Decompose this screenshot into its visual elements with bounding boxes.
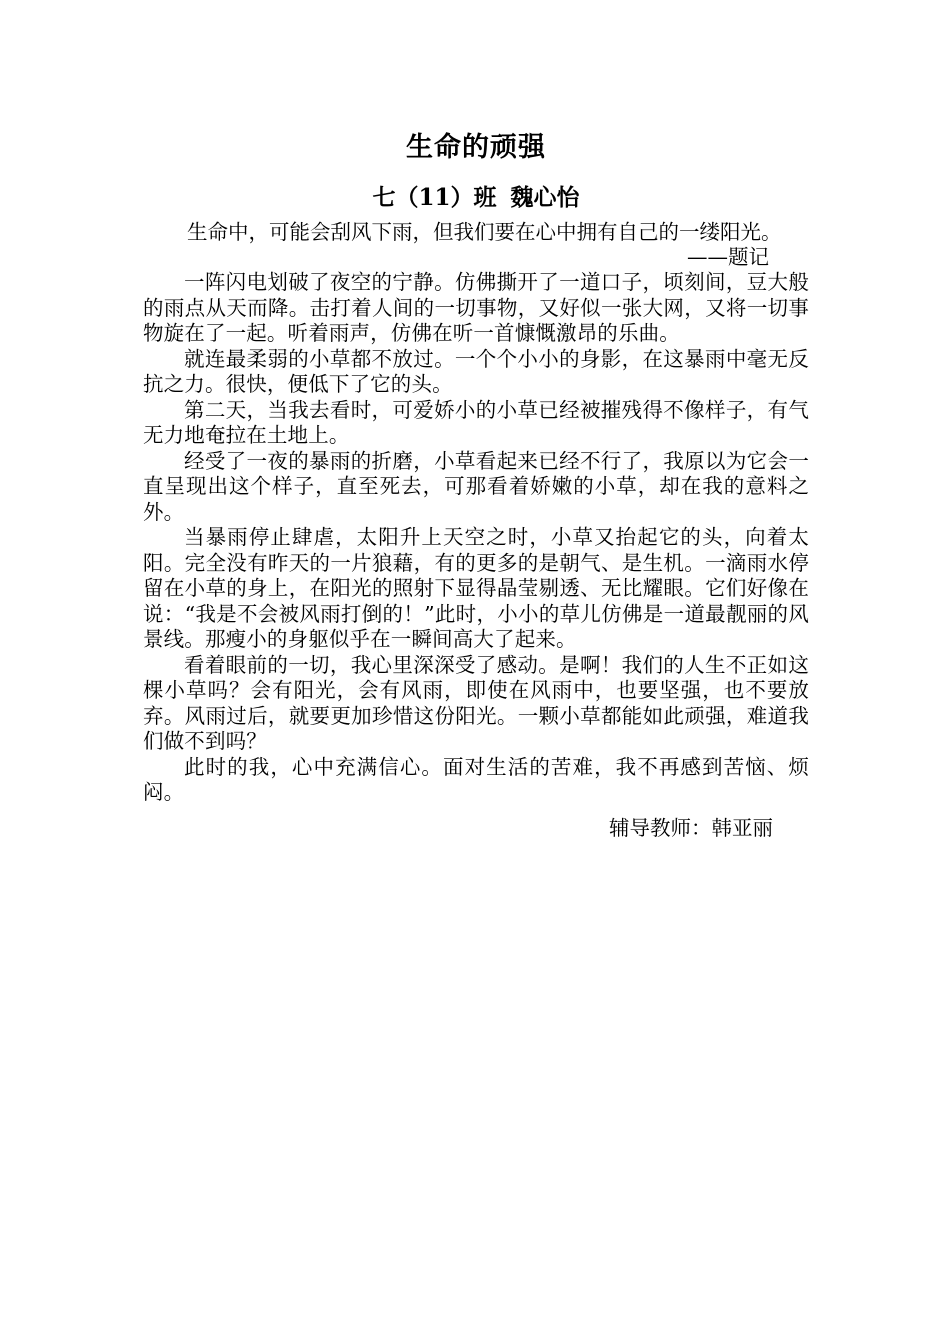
paragraph: 经受了一夜的暴雨的折磨，小草看起来已经不行了，我原以为它会一直呈现出这个样子，直至死去，可那看着娇嫩的小草，却在我的意料之外。 bbox=[143, 448, 809, 524]
author-class: 七（11）班 bbox=[372, 184, 497, 211]
epigraph-text: 生命中，可能会刮风下雨，但我们要在心中拥有自己的一缕阳光。 bbox=[187, 220, 782, 244]
essay-title: 生命的顽强 bbox=[406, 132, 546, 163]
paragraph: 看着眼前的一切，我心里深深受了感动。是啊！我们的人生不正如这棵小草吗？会有阳光，会有风雨，即使在风雨中，也要坚强，也不要放弃。风雨过后，就要更加珍惜这份阳光。一颗小草都能如此顽强，难道我们做不到吗？ bbox=[143, 652, 809, 753]
paragraph: 当暴雨停止肆虐，太阳升上天空之时，小草又抬起它的头，向着太阳。完全没有昨天的一片狼藉，有的更多的是朝气、是生机。一滴雨水停留在小草的身上，在阳光的照射下显得晶莹剔透、无比耀眼。它们好像在说：“我是不会被风雨打倒的！”此时，小小的草儿仿佛是一道最靓丽的风景线。那瘦小的身躯似乎在一瞬间高大了起来。 bbox=[143, 525, 809, 651]
paragraph: 就连最柔弱的小草都不放过。一个个小小的身影，在这暴雨中毫无反抗之力。很快，便低下了它的头。 bbox=[143, 346, 809, 396]
teacher-credit: 辅导教师：韩亚丽 bbox=[609, 815, 773, 840]
paragraph: 一阵闪电划破了夜空的宁静。仿佛撕开了一道口子，顷刻间，豆大般的雨点从天而降。击打着人间的一切事物，又好似一张大网，又将一切事物旋在了一起。听着雨声，仿佛在听一首慷慨激昂的乐曲。 bbox=[143, 270, 809, 345]
paragraph: 第二天，当我去看时，可爱娇小的小草已经被摧残得不像样子，有气无力地奄拉在土地上。 bbox=[143, 397, 809, 447]
epigraph-source: ——题记 bbox=[687, 245, 769, 269]
author-name: 魏心怡 bbox=[510, 184, 580, 211]
paragraph: 此时的我，心中充满信心。面对生活的苦难，我不再感到苦恼、烦闷。 bbox=[143, 754, 809, 804]
essay bbox=[143, 126, 809, 841]
byline bbox=[143, 178, 809, 218]
